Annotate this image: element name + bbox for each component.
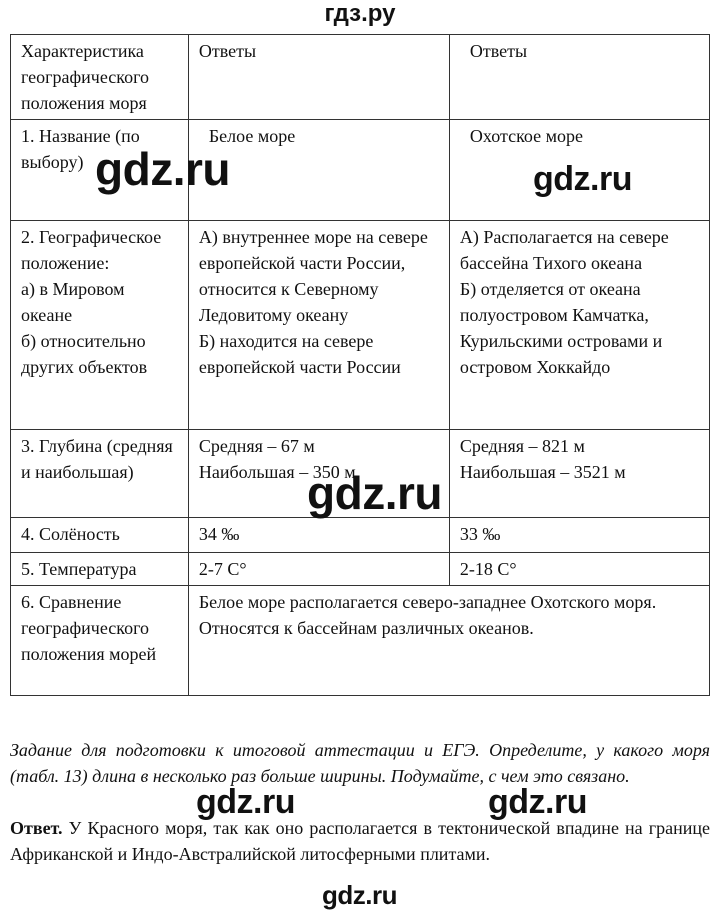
okhotsk-sea-depth-max: Наибольшая – 3521 м: [459, 462, 626, 482]
comparison-cell: Белое море располагается северо-западнее Охотского моря. Относятся к бассейнам различных океанов.: [188, 586, 709, 696]
white-sea-position-b: Б) находится на севере европейской части России: [198, 331, 401, 377]
white-sea-depth-average: Средняя – 67 м: [198, 436, 315, 456]
row-label: [11, 221, 189, 430]
white-sea-salinity: 34 ‰: [188, 518, 449, 553]
row-label-line: а) в Мировом океане: [21, 279, 125, 325]
row-label: 3. Глубина (средняя и наибольшая): [11, 430, 189, 518]
white-sea-depth-max: Наибольшая – 350 м: [198, 462, 356, 482]
header-answers-2: Ответы: [449, 35, 709, 120]
okhotsk-sea-position-b: Б) отделяется от океана полуостровом Камчатка, Курильскими островами и островом Хоккайдо: [459, 279, 663, 377]
row-label: 1. Название (по выбору): [11, 120, 189, 221]
okhotsk-sea-temperature: 2-18 С°: [449, 553, 709, 586]
table-row: [11, 553, 710, 586]
geography-table: [10, 34, 710, 696]
okhotsk-sea-position-a: А) Располагается на севере бассейна Тихого океана: [459, 227, 669, 273]
table-header-row: [11, 35, 710, 120]
row-label: 6. Сравнение географического положения морей: [11, 586, 189, 696]
answer-paragraph: [10, 815, 710, 867]
row-label: 4. Солёность: [11, 518, 189, 553]
okhotsk-sea-cell: [449, 221, 709, 430]
watermark: gdz.ru: [533, 160, 632, 198]
row-label: 5. Температура: [11, 553, 189, 586]
table-row: [11, 518, 710, 553]
header-characteristic: Характеристика географического положения моря: [11, 35, 189, 120]
watermark: gdz.ru: [95, 143, 230, 195]
watermark: gdz.ru: [307, 467, 442, 519]
watermark: gdz.ru: [196, 783, 295, 821]
white-sea-temperature: 2-7 С°: [188, 553, 449, 586]
header-answers-1: Ответы: [188, 35, 449, 120]
watermark: gdz.ru: [322, 880, 397, 910]
white-sea-name: Белое море: [208, 126, 296, 146]
white-sea-position-a: А) внутреннее море на севере европейской части России, относится к Северному Ледовитому океану: [198, 227, 428, 325]
table-row: [11, 221, 710, 430]
row-label-line: б) относительно других объектов: [21, 331, 148, 377]
watermark: gdz.ru: [488, 783, 587, 821]
okhotsk-sea-salinity: 33 ‰: [449, 518, 709, 553]
answer-text: У Красного моря, так как оно располагается в тектонической впадине на границе Африканской и Индо-Австралийской литосферными плитами.: [10, 818, 711, 864]
table-row: [11, 586, 710, 696]
answer-label: Ответ.: [10, 818, 63, 838]
task-text: Задание для подготовки к итоговой аттестации и ЕГЭ. Определите, у какого моря (табл. 13) длина в несколько раз больше ширины. Подумайте, с чем это связано.: [10, 740, 710, 786]
okhotsk-sea-depth-average: Средняя – 821 м: [459, 436, 585, 456]
site-header: гдз.ру: [324, 0, 396, 27]
okhotsk-sea-cell: [449, 430, 709, 518]
white-sea-cell: [188, 221, 449, 430]
okhotsk-sea-name: Охотское море: [469, 126, 583, 146]
row-label-line: 2. Географическое положение:: [21, 227, 162, 273]
